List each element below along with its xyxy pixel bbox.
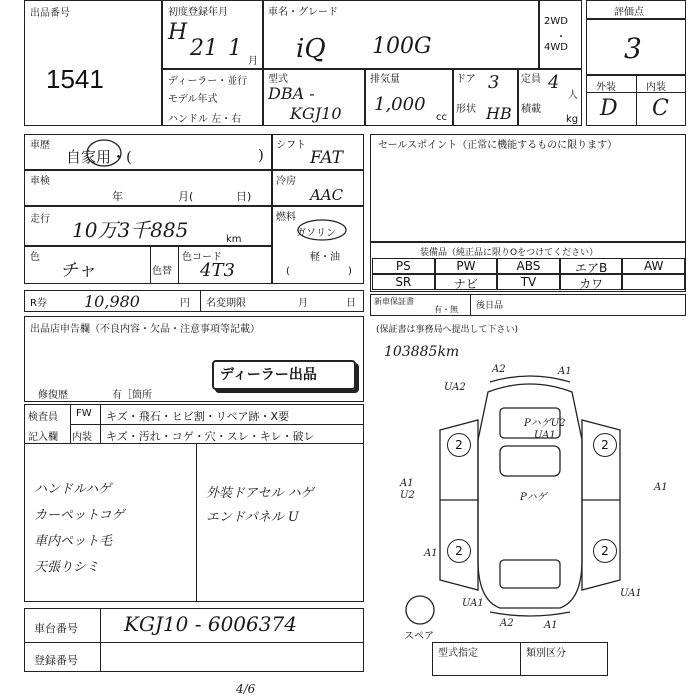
checker-l1: 検査員: [28, 412, 58, 423]
reg-label: 初度登録年月: [168, 7, 228, 18]
doors-value: 3: [488, 72, 500, 93]
note-item: ハンドルハゲ: [34, 482, 112, 497]
damage-mark: UA1: [620, 588, 642, 599]
drive-sep: ・: [556, 32, 566, 43]
lot-number: 1541: [46, 64, 104, 94]
model-prefix: DBA -: [268, 84, 315, 103]
fuel-label: 燃料: [276, 212, 296, 223]
mileage-label: 走行: [30, 214, 50, 225]
capacity-value: 4: [548, 72, 560, 93]
note-item: 車内ペット毛: [34, 534, 113, 549]
warranty-note: (保証書は事務局へ提出して下さい): [376, 325, 519, 335]
recycle-unit: 円: [180, 298, 190, 309]
report-label: 出品店申告欄（不良内容・欠品・注意事項等記載）: [30, 324, 260, 335]
car-name: iQ: [296, 34, 326, 64]
dealer-l3: ハンドル 左・右: [168, 114, 242, 125]
typecert-label: 型式指定: [438, 648, 478, 659]
note-item-right: エンドパネル U: [206, 510, 299, 525]
equip-item: エアB: [560, 258, 623, 274]
score-int-label: 内装: [646, 82, 666, 93]
disp-label: 排気量: [370, 74, 400, 85]
damage-mark: A1: [400, 478, 414, 489]
equip-item: PW: [435, 258, 498, 274]
shape-value: HB: [486, 104, 512, 123]
shift-label: シフト: [276, 140, 306, 151]
note-item-right: 外装ドアセル ハゲ: [206, 486, 314, 501]
load-label: 積載: [521, 104, 541, 115]
load-unit: kg: [566, 114, 579, 125]
score-ext: D: [600, 96, 618, 121]
doors-label: ドア: [456, 74, 476, 85]
disp-unit: cc: [436, 112, 447, 123]
drive-2wd: 2WD: [544, 16, 568, 27]
reg-year: 21: [190, 36, 218, 61]
model-label: 型式: [268, 74, 288, 85]
inspection-day: 日): [236, 190, 252, 203]
equip-item: AW: [622, 258, 685, 274]
report-repair-val: 有［箇所: [112, 390, 152, 401]
reg-era: H: [168, 20, 188, 45]
history-label: 車歴: [30, 140, 50, 151]
recycle-month: 月: [298, 298, 308, 309]
cooling-label: 冷房: [276, 176, 296, 187]
footer-page: 4/6: [236, 682, 256, 696]
typecert-class: 類別区分: [526, 648, 566, 659]
diagram-odometer: 103885km: [384, 344, 460, 360]
capacity-label: 定員: [521, 74, 541, 85]
color-label: 色: [30, 252, 40, 263]
score-ext-label: 外装: [596, 82, 616, 93]
lot-label: 出品番号: [30, 8, 70, 19]
regno-label: 登録番号: [34, 654, 78, 667]
report-repair: 修復歴: [38, 390, 68, 401]
car-grade: 100G: [372, 34, 432, 59]
score-value: 3: [624, 32, 642, 65]
wheel-damage-circle: 2: [447, 433, 471, 457]
recycle-value: 10,980: [84, 292, 140, 311]
damage-mark: A2: [500, 618, 514, 629]
shift-value: FAT: [310, 148, 344, 168]
reg-month-unit: 月: [248, 56, 258, 67]
equip-item: ABS: [497, 258, 560, 274]
chassis-value: KGJ10 - 6006374: [124, 612, 297, 636]
car-label: 車名・グレード: [268, 7, 338, 18]
equip-item: ナビ: [435, 274, 498, 290]
damage-mark: A1: [654, 482, 668, 493]
checker-interior: 内装: [72, 432, 92, 443]
checker-fw: FW: [76, 408, 92, 419]
equip-item: TV: [497, 274, 560, 290]
checker-fw-items: キズ・飛石・ヒビ割・リペア跡・X要: [106, 410, 290, 423]
damage-mark: UA2: [444, 382, 466, 393]
damage-mark: A1: [424, 548, 438, 559]
fuel-paren-r: ): [348, 266, 352, 277]
fuel-gas: ガソリン: [296, 228, 336, 239]
note-item: カーペットコゲ: [34, 508, 125, 523]
history-value: 自家用・(: [66, 148, 132, 166]
color-code: 4T3: [200, 260, 235, 281]
disp-value: 1,000: [374, 94, 426, 115]
capacity-unit: 人: [568, 90, 578, 101]
score-label: 評価点: [614, 7, 644, 18]
color-value: チャ: [60, 260, 96, 281]
damage-mark: U2: [400, 490, 415, 501]
drive-4wd: 4WD: [544, 42, 568, 53]
shape-label: 形状: [456, 104, 476, 115]
mileage-value: 10万3千885: [72, 218, 189, 242]
damage-mark: Pハゲ: [520, 492, 547, 503]
dealer-l2: モデル年式: [168, 94, 218, 105]
model-code: KGJ10: [290, 104, 342, 123]
fuel-light: 軽・油: [310, 252, 340, 263]
color-code-label: 色コード: [182, 252, 222, 263]
inspection-year: 年: [112, 190, 123, 203]
inspection-label: 車検: [30, 176, 50, 187]
damage-mark: A2: [492, 364, 506, 375]
equip-title: 装備品（純正品に限りOをつけてください）: [420, 248, 599, 258]
equip-item: カワ: [560, 274, 623, 290]
reg-month: 1: [228, 36, 242, 61]
checker-l2: 記入欄: [28, 432, 58, 443]
damage-mark: A1: [558, 366, 572, 377]
color-change-label: 色替: [152, 266, 172, 277]
damage-mark: UA1: [534, 430, 556, 441]
wheel-damage-circle: 2: [447, 539, 471, 563]
wheel-damage-circle: 2: [593, 433, 617, 457]
equip-item: PS: [372, 258, 435, 274]
damage-mark: PハゲU2: [524, 418, 566, 429]
inspection-month: 月(: [178, 190, 194, 203]
checker-int-items: キズ・汚れ・コゲ・穴・スレ・キレ・破レ: [106, 430, 315, 443]
spare-label: スペア: [404, 631, 434, 642]
recycle-due-label: 名変期限: [206, 298, 246, 309]
score-int: C: [652, 96, 669, 121]
cooling-value: AAC: [310, 186, 344, 204]
damage-mark: A1: [544, 620, 558, 631]
dealer-stamp-text: ディーラー出品: [220, 367, 317, 383]
warranty-label: 新車保証書: [374, 297, 414, 306]
chassis-label: 車台番号: [34, 622, 78, 635]
note-item: 天張りシミ: [34, 560, 100, 575]
warranty-later: 後日品: [476, 301, 504, 311]
equip-item: SR: [372, 274, 435, 290]
damage-mark: UA1: [462, 598, 484, 609]
history-close: ): [258, 146, 264, 164]
dealer-l1: ディーラー・並行: [168, 76, 248, 87]
wheel-damage-circle: 2: [593, 539, 617, 563]
recycle-label: R券: [30, 298, 47, 309]
sales-label: セールスポイント（正常に機能するものに限ります）: [378, 140, 618, 151]
mileage-unit: km: [226, 234, 242, 245]
warranty-yesno: 有・無: [434, 305, 458, 314]
fuel-paren-l: (: [286, 266, 290, 277]
recycle-day: 日: [346, 298, 356, 309]
